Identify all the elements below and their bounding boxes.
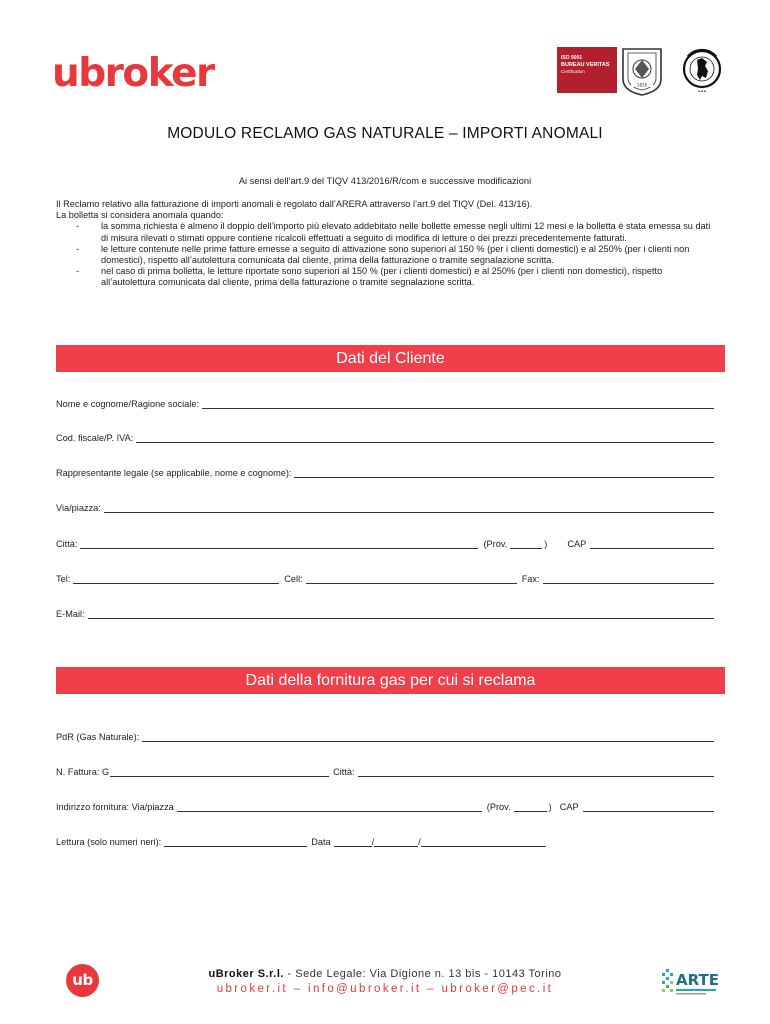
lettura-label: Lettura (solo numeri neri):	[56, 837, 162, 847]
fornitura-prov-input-line[interactable]	[514, 804, 547, 812]
date-slash-2: /	[418, 837, 421, 847]
fattura-citta-label: Città:	[333, 767, 355, 777]
fornitura-prov-close: )	[548, 802, 552, 812]
anomaly-conditions-list	[56, 221, 716, 288]
svg-text:•••: •••	[697, 89, 707, 95]
data-month-input-line[interactable]	[371, 837, 418, 847]
arte-logo-text: ARTE	[676, 971, 719, 989]
list-item	[56, 266, 716, 288]
cf-label: Cod. fiscale/P. IVA:	[56, 433, 134, 443]
cap-input-line[interactable]	[590, 541, 714, 549]
field-row-indirizzo-fornitura	[56, 800, 714, 812]
bureau-veritas-seal-icon	[619, 45, 665, 97]
cell-input-line[interactable]	[306, 576, 517, 584]
fornitura-prov-label: (Prov.	[486, 802, 511, 812]
email-input-line[interactable]	[88, 611, 714, 619]
fornitura-cap-input-line[interactable]	[583, 804, 714, 812]
ubroker-logo: ubroker	[52, 51, 214, 96]
lettura-input-line[interactable]	[164, 839, 307, 847]
intro-paragraph-2: La bolletta si considera anomala quando:	[56, 210, 224, 221]
prov-input-line[interactable]	[510, 541, 542, 549]
document-subtitle: Ai sensi dell’art.9 del TIQV 413/2016/R/com e successive modificazioni	[238, 176, 532, 186]
cell-label: Cell:	[284, 574, 303, 584]
field-row-codice-fiscale	[56, 431, 714, 443]
data-day-input-line[interactable]	[334, 839, 372, 847]
cap-label: CAP	[567, 539, 587, 549]
rappresentante-label: Rappresentante legale (se applicabile, nome e cognome):	[56, 468, 292, 478]
footer-contacts: ubroker.it – info@ubroker.it – ubroker@pec.it	[216, 983, 554, 995]
fattura-label: N. Fattura: G	[56, 767, 110, 777]
dash-bullet: -	[76, 266, 80, 277]
field-row-lettura	[56, 835, 546, 847]
field-row-citta	[56, 537, 714, 549]
footer-address: - Sede Legale: Via Digione n. 13 bis - 10143 Torino	[287, 968, 562, 980]
field-row-telefoni	[56, 572, 714, 584]
field-row-via	[56, 501, 714, 513]
fattura-citta-input-line[interactable]	[358, 769, 714, 777]
section-header-supply-data: Dati della fornitura gas per cui si reclama	[56, 667, 725, 694]
via-label: Via/piazza:	[56, 503, 101, 513]
nome-label: Nome e cognome/Ragione sociale:	[56, 399, 199, 409]
prov-close: )	[544, 539, 548, 549]
prov-label: (Prov.	[483, 539, 508, 549]
footer-company-line	[0, 968, 770, 980]
iso-9001-certification-badge	[557, 47, 617, 93]
indirizzo-label: Indirizzo fornitura: Via/piazza	[56, 802, 174, 812]
cert-line-1: ISO 9001	[561, 55, 583, 61]
nome-input-line[interactable]	[202, 401, 714, 409]
rappresentante-input-line[interactable]	[294, 470, 714, 478]
tel-label: Tel:	[56, 574, 71, 584]
section-header-client-data: Dati del Cliente	[56, 345, 725, 372]
field-row-email	[56, 607, 714, 619]
via-input-line[interactable]	[104, 505, 714, 513]
intro-paragraph-1: Il Reclamo relativo alla fatturazione di importi anomali è regolato dall’ARERA attraverso l’art.9 del TIQV (Del. 413/16).	[56, 199, 533, 209]
citta-label: Città:	[56, 539, 78, 549]
tel-input-line[interactable]	[73, 576, 279, 584]
citta-input-line[interactable]	[80, 541, 478, 549]
cert-line-2: BUREAU VERITAS	[561, 61, 610, 68]
field-row-pdr	[56, 730, 714, 742]
pdr-input-line[interactable]	[142, 734, 714, 742]
list-item-text: la somma richiesta è almeno il doppio dell’importo più elevato addebitato nelle bollette emesse negli ultimi 12 mesi e la bolletta è stata emessa su dati di misura rilevati o stimati oppure contiene ricalcoli effettuati a seguito di modifica di letture o dei prezzi precedentemente fatturati.	[101, 221, 711, 243]
indirizzo-input-line[interactable]	[177, 804, 482, 812]
fornitura-cap-label: CAP	[559, 802, 579, 812]
fax-label: Fax:	[521, 574, 540, 584]
fax-input-line[interactable]	[543, 576, 714, 584]
dash-bullet: -	[76, 221, 80, 232]
fattura-input-line[interactable]	[110, 769, 329, 777]
date-slash-1: /	[371, 837, 375, 847]
svg-text:1828: 1828	[636, 82, 648, 88]
document-title: MODULO RECLAMO GAS NATURALE – IMPORTI ANOMALI	[167, 125, 603, 142]
cert-line-3: Certification	[561, 69, 585, 75]
pdr-label: PdR (Gas Naturale):	[56, 732, 140, 742]
dash-bullet: -	[76, 243, 80, 254]
field-row-rappresentante	[56, 466, 714, 478]
accredia-seal-icon	[682, 47, 722, 95]
list-item	[56, 244, 716, 266]
data-label: Data	[311, 837, 331, 847]
list-item	[56, 221, 716, 243]
list-item-text: nel caso di prima bolletta, le letture riportate sono superiori al 150 % (per i clienti domestici) e al 250% (per i clienti non domestici), rispetto all’autolettura comunicata dal cliente, prima della fatturazione o tramite segnalazione scritta.	[101, 266, 663, 288]
field-row-fattura	[56, 765, 714, 777]
list-item-text: le letture contenute nelle prime fatture emesse a seguito di attivazione sono superiori al 150 % (per i clienti domestici) e al 250% (per i clienti non domestici), rispetto all’autolettura comunicata dal cliente, prima della fatturazione o tramite segnalazione scritta.	[101, 243, 690, 266]
data-year-input-line[interactable]	[421, 839, 546, 847]
field-row-nome	[56, 397, 714, 409]
ub-badge-icon: ub	[66, 964, 99, 997]
email-label: E-Mail:	[56, 609, 85, 619]
footer-company-name: uBroker S.r.l.	[208, 968, 284, 980]
arte-logo-icon	[660, 965, 720, 999]
cf-input-line[interactable]	[136, 435, 714, 443]
intro-text	[56, 199, 716, 289]
